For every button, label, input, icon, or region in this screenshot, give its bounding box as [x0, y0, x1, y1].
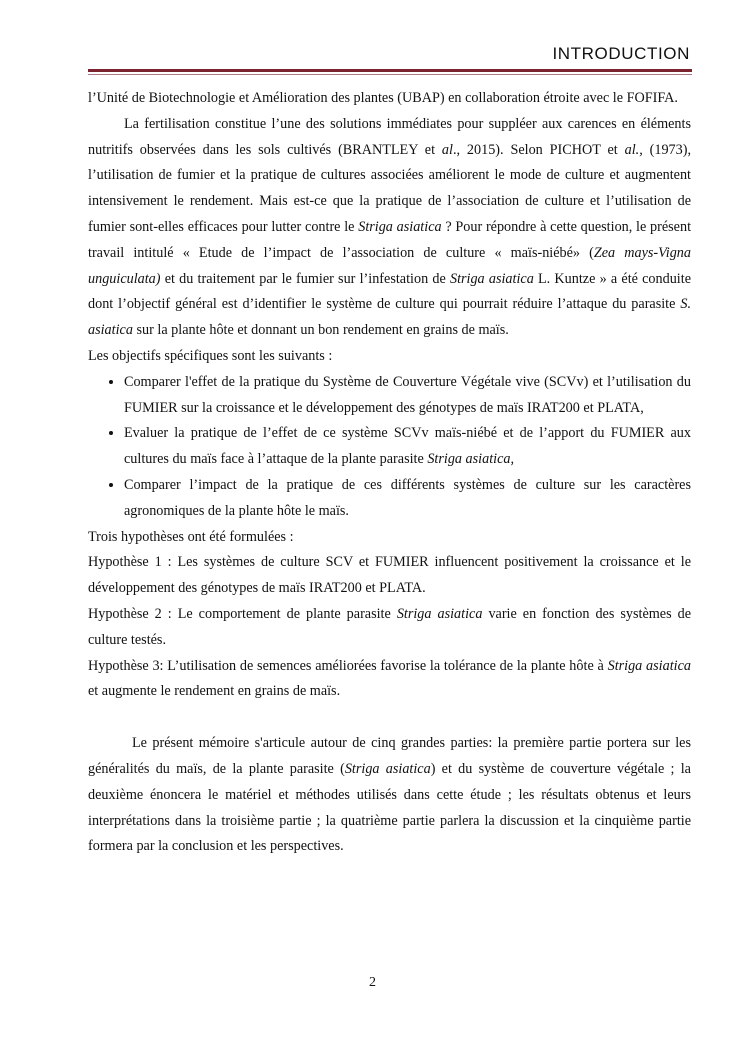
text-run: varie en fonction des systèmes de culture testés.: [88, 605, 692, 648]
text-run: Hypothèse 2 : Le comportement de plante parasite: [88, 605, 397, 622]
page-number: 2: [369, 975, 376, 990]
text-run: ., 2015). Selon PICHOT et: [452, 141, 625, 158]
text-run: Le présent mémoire s'articule autour de cinq grandes parties: la première partie portera sur les généralités du maïs, de la plante parasite (: [88, 735, 691, 777]
italic-run: Striga asiatica,: [427, 451, 515, 468]
paragraph-plan: [88, 731, 691, 860]
italic-run: al.,: [624, 141, 643, 158]
text-run: et du traitement par le fumier sur l’infestation de: [160, 270, 450, 287]
text-run: L. Kuntze » a été conduite dont l’objectif général est d’identifier le système de culture qui pourrait réduire l’attaque du parasite: [88, 270, 691, 313]
hypothesis-3: [88, 654, 691, 706]
hypotheses-intro: Trois hypothèses ont été formulées :: [88, 528, 294, 545]
italic-run: Striga asiatica: [607, 657, 691, 674]
page-body: [88, 86, 691, 860]
text-run: Evaluer la pratique de l’effet de ce système SCVv maïs-niébé et de l’apport du FUMIER aux cultures du maïs face à l’attaque de la plante parasite: [124, 425, 691, 468]
objectives-intro: Les objectifs spécifiques sont les suivants :: [88, 347, 333, 364]
blank-line: [88, 705, 691, 731]
header-rule: [88, 69, 692, 72]
text-run: Hypothèse 3: L’utilisation de semences améliorées favorise la tolérance de la plante hôte à: [88, 657, 608, 674]
section-title: INTRODUCTION: [552, 44, 690, 63]
text-run: La fertilisation constitue l’une des solutions immédiates pour suppléer aux carences en éléments nutritifs observées dans les sols cultivés (BRANTLEY et: [88, 115, 691, 158]
text-run: Comparer l'effet de la pratique du Système de Couverture Végétale vive (SCVv) et l’utilisation du FUMIER sur la croissance et le développement des génotypes de maïs IRAT200 et PLATA,: [124, 373, 691, 416]
text-run: ) et du système de couverture végétale ; la deuxième énoncera le matériel et méthodes utilisés dans cette étude ; les résultats obtenus et leurs interprétations dans la troisième partie ; la quatrième partie parlera la discussion et la cinquième partie formera par la conclusion et les perspectives.: [88, 760, 691, 855]
objectives-list: [88, 370, 691, 525]
italic-run: Striga asiatica: [344, 760, 431, 777]
header-rule-thin: [88, 74, 692, 75]
list-item: [124, 421, 691, 473]
text-run: et augmente le rendement en grains de maïs.: [88, 683, 341, 700]
paragraph-fertilisation: [88, 112, 691, 344]
italic-run: S. asiatica: [88, 296, 691, 339]
list-item: [124, 370, 691, 422]
italic-run: Striga asiatica: [358, 218, 442, 235]
italic-run: al: [441, 141, 453, 158]
italic-run: Striga asiatica: [449, 270, 534, 287]
text-run: sur la plante hôte et donnant un bon rendement en grains de maïs.: [132, 322, 509, 339]
paragraph-continuation: l’Unité de Biotechnologie et Amélioration des plantes (UBAP) en collaboration étroite avec le FOFIFA.: [88, 90, 678, 106]
text-run: (1973), l’utilisation de fumier et la pratique de cultures associées améliorent le mode de culture et augmentent intensivement le rendement. Mais est-ce que la pratique de l’association de culture et l’utilisation de fumier sont-elles efficaces pour lutter contre le: [88, 141, 691, 235]
italic-run: Striga asiatica: [396, 605, 483, 622]
hypothesis-2: [88, 602, 691, 654]
list-item: [124, 473, 691, 525]
text-run: ? Pour répondre à cette question, le présent travail intitulé « Etude de l’impact de l’association de culture « maïs-niébé» (: [88, 218, 692, 261]
italic-run: Zea mays-Vigna unguiculata): [88, 244, 691, 287]
hypothesis-1: Hypothèse 1 : Les systèmes de culture SCV et FUMIER influencent positivement la croissance et le développement des génotypes de maïs IRAT200 et PLATA.: [88, 554, 691, 597]
text-run: Comparer l’impact de la pratique de ces différents systèmes de culture sur les caractères agronomiques de la plante hôte le maïs.: [124, 476, 691, 519]
